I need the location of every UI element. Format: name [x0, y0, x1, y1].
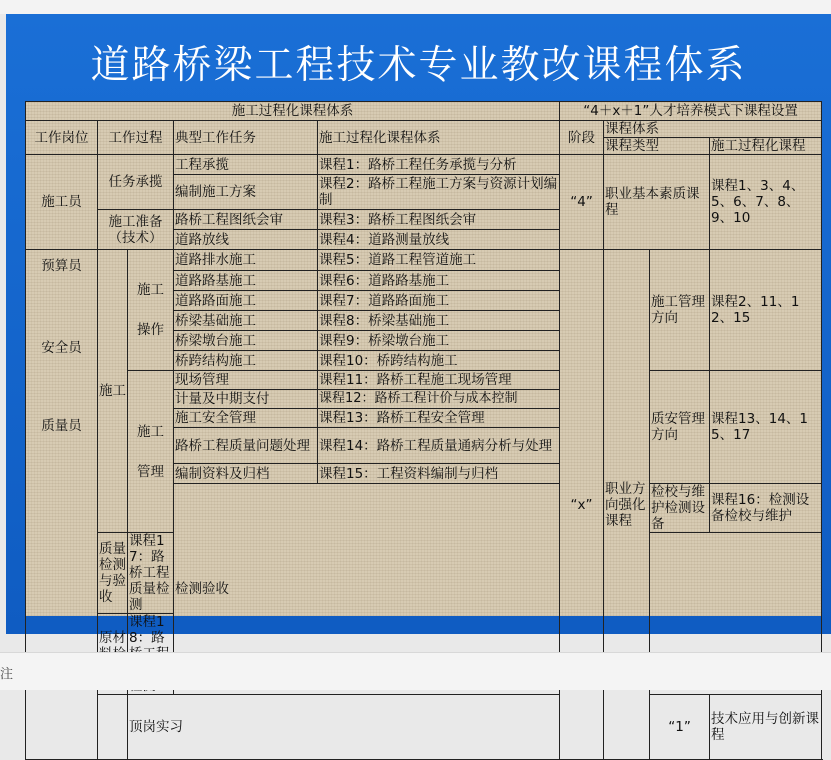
course-10: 课程10：桥跨结构施工 [318, 351, 560, 371]
stage-4: “4” [560, 155, 604, 250]
post-blank [98, 695, 128, 760]
task-14: 路桥工程质量问题处理 [174, 428, 318, 464]
course-14: 课程14：路桥工程质量通病分析与处理 [318, 428, 560, 464]
set-mgmt: 课程2、11、12、15 [710, 250, 822, 371]
col-header-task: 典型工作任务 [174, 121, 318, 155]
notes-bar[interactable] [0, 652, 831, 690]
course-15: 课程15：工程资料编制与归档 [318, 464, 560, 484]
window-top-strip [0, 0, 831, 14]
course-2: 课程2：路桥工程施工方案与资源计划编制 [318, 175, 560, 210]
course-12: 课程12：路桥工程计价与成本控制 [318, 390, 560, 409]
col-header-stage: 阶段 [560, 121, 604, 155]
dir-safety: 质安管理方向 [650, 371, 710, 484]
task-15: 编制资料及归档 [174, 464, 318, 484]
course-17: 课程17：路桥工程质量检测 [128, 533, 174, 614]
task-4: 道路放线 [174, 230, 318, 250]
process-op-2: 操作 [137, 322, 164, 338]
task-17: 质量检测与验收 [98, 533, 128, 614]
task-9: 桥梁墩台施工 [174, 331, 318, 351]
course-13: 课程13：路桥工程安全管理 [318, 409, 560, 428]
type-innov: 技术应用与创新课程 [710, 695, 822, 760]
course-1: 课程1：路桥工程任务承揽与分析 [318, 155, 560, 175]
task-16: 检校与维护检测设备 [650, 484, 710, 533]
course-4: 课程4：道路测量放线 [318, 230, 560, 250]
header-left: 施工过程化课程体系 [26, 102, 560, 121]
process-prep: 施工准备（技术） [98, 210, 174, 250]
slide-title: 道路桥梁工程技术专业教改课程体系 [90, 43, 747, 88]
col-header-course: 施工过程化课程体系 [318, 121, 560, 155]
post-budget: 预算员 [41, 258, 82, 274]
task-2: 编制施工方案 [174, 175, 318, 210]
header-right: “4＋x＋1”人才培养模式下课程设置 [560, 102, 822, 121]
course-7: 课程7：道路路面施工 [318, 291, 560, 311]
task-7: 道路路面施工 [174, 291, 318, 311]
task-12: 计量及中期支付 [174, 390, 318, 409]
course-9: 课程9：桥梁墩台施工 [318, 331, 560, 351]
process-mg-2: 管理 [137, 463, 164, 480]
post-safety: 安全员 [41, 340, 82, 356]
col-header-system: 课程体系 [604, 121, 822, 138]
type-strong: 职业方向强化课程 [604, 250, 650, 760]
course-3: 课程3：路桥工程图纸会审 [318, 210, 560, 230]
col-header-process: 工作过程 [98, 121, 174, 155]
task-8: 桥梁基础施工 [174, 311, 318, 331]
task-3: 路桥工程图纸会审 [174, 210, 318, 230]
course-16: 课程16：检测设备检校与维护 [710, 484, 822, 533]
process-build: 施工 [98, 250, 128, 533]
process-op-1: 施工 [137, 282, 164, 298]
task-13: 施工安全管理 [174, 409, 318, 428]
set-basic: 课程1、3、4、5、6、7、8、9、10 [710, 155, 822, 250]
course-5: 课程5：道路工程管道施工 [318, 250, 560, 271]
set-safety: 课程13、14、15、17 [710, 371, 822, 484]
task-6: 道路路基施工 [174, 271, 318, 291]
post-construction: 施工员 [26, 155, 98, 250]
course-18: 课程18：路 [128, 614, 174, 695]
col-header-type: 课程类型 [604, 138, 710, 155]
process-bid: 任务承揽 [98, 155, 174, 210]
post-quality: 质量员 [41, 418, 82, 434]
type-basic: 职业基本素质课程 [604, 155, 710, 250]
slide [6, 14, 831, 743]
notes-label: 注 [0, 667, 14, 682]
col-header-course2: 施工过程化课程 [710, 138, 822, 155]
process-test: 检测验收 [174, 484, 560, 695]
col-header-post: 工作岗位 [26, 121, 98, 155]
process-operation [128, 250, 174, 371]
task-5: 道路排水施工 [174, 250, 318, 271]
task-18: 原材 [98, 614, 128, 695]
task-1: 工程承揽 [174, 155, 318, 175]
task-10: 桥跨结构施工 [174, 351, 318, 371]
process-mg-1: 施工 [137, 423, 164, 440]
task-11: 现场管理 [174, 371, 318, 390]
course-8: 课程8：桥梁基础施工 [318, 311, 560, 331]
stage-1: “1” [650, 695, 710, 760]
stage-x: “x” [560, 250, 604, 760]
curriculum-table [25, 101, 821, 743]
dir-mgmt: 施工管理方向 [650, 250, 710, 371]
course-11: 课程11：路桥工程施工现场管理 [318, 371, 560, 390]
course-6: 课程6：道路路基施工 [318, 271, 560, 291]
process-management [128, 371, 174, 533]
process-internship: 顶岗实习 [128, 695, 604, 760]
